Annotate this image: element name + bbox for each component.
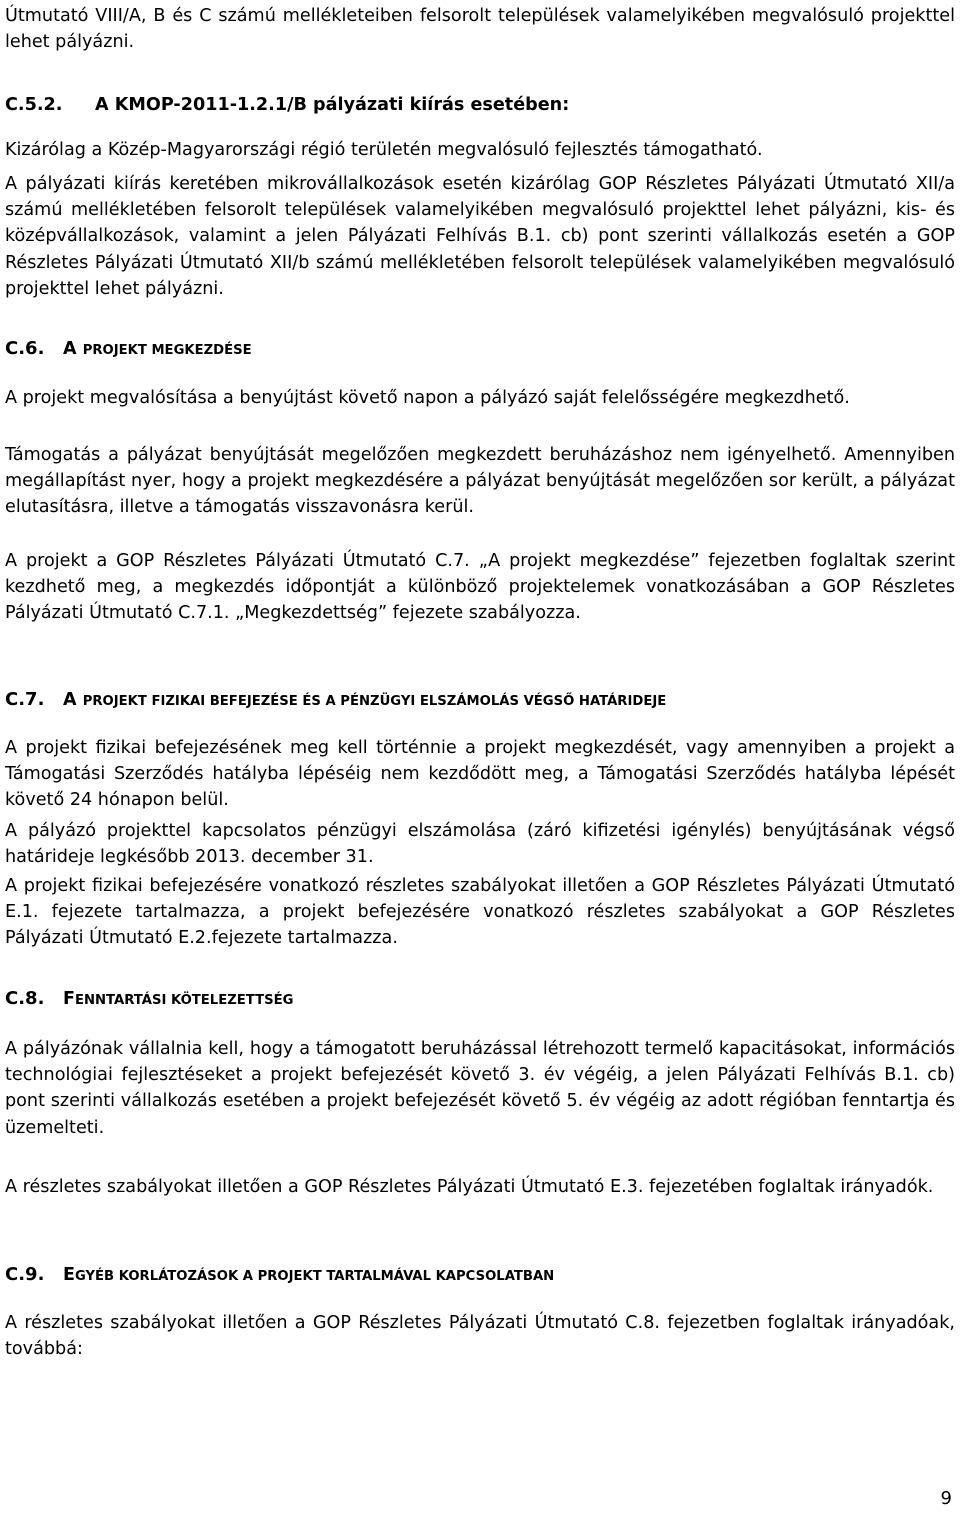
section-number: C.6. — [5, 338, 45, 359]
section-number: C.7. — [5, 689, 45, 710]
section-title-initial: A — [63, 339, 77, 359]
paragraph: A projekt a GOP Részletes Pályázati Útmutató C.7. „A projekt megkezdése” fejezetben foglaltak szerint kezdhető meg, a megkezdés időpontját a különböző projektelemek vonatkozásában a GOP Részletes Pályázati Útmutató C.7.1. „Megkezdettség” fejezete szabályozza. — [5, 551, 955, 624]
paragraph: A pályázónak vállalnia kell, hogy a támogatott beruházással létrehozott termelő kapacitásokat, információs technológiai fejlesztéseket a projekt befejezését követő 3. év végéig, a jelen Pályázati Felhívás B.1. cb) pont szerinti vállalkozás esetében a projekt befejezését követő 5. év végéig az adott régióban fenntartja és üzemelteti. — [5, 1039, 955, 1138]
paragraph: Támogatás a pályázat benyújtását megelőzően megkezdett beruházáshoz nem igényelhető. Amennyiben megállapítást nyer, hogy a projekt megkezdésére a pályázat benyújtását megelőzően sor került, a pályázat elutasításra, illetve a támogatás visszavonásra kerül. — [5, 445, 955, 518]
section-title-initial: A — [63, 690, 77, 710]
paragraph: Kizárólag a Közép-Magyarországi régió területén megvalósuló fejlesztés támogatható. — [5, 140, 763, 160]
section-title-initial: E — [63, 1265, 75, 1285]
subsection-title: A KMOP-2011-1.2.1/B pályázati kiírás esetében: — [95, 95, 570, 115]
section-heading — [5, 336, 955, 364]
subsection-heading — [5, 92, 955, 118]
section-heading — [5, 1262, 955, 1290]
section-number: C.8. — [5, 988, 45, 1009]
paragraph: A pályázati kiírás keretében mikrovállalkozások esetén kizárólag GOP Részletes Pályázati Útmutató XII/a számú mellékletében felsorolt települések valamelyikében megvalósuló projekttel lehet pályázni, kis- és középvállalkozások, valamint a jelen Pályázati Felhívás B.1. cb) pont szerinti vállalkozás esetén a GOP Részletes Pályázati Útmutató XII/b számú mellékletében felsorolt települések valamelyikében megvalósuló projekttel lehet pályázni. — [5, 174, 955, 299]
top-paragraph: Útmutató VIII/A, B és C számú mellékleteiben felsorolt települések valamelyikében megvalósuló projekttel lehet pályázni. — [5, 6, 955, 53]
section-title-initial: F — [63, 989, 75, 1009]
section-number: C.9. — [5, 1264, 45, 1285]
page-number: 9 — [940, 1488, 952, 1509]
paragraph: A projekt fizikai befejezésének meg kell történnie a projekt megkezdését, vagy amennyiben a projekt a Támogatási Szerződés hatályba lépéséig nem kezdődött meg, a Támogatási Szerződés hatályba lépését követő 24 hónapon belül. — [5, 738, 955, 811]
paragraph: A pályázó projekttel kapcsolatos pénzügyi elszámolása (záró kifizetési igénylés) benyújtásának végső határideje legkésőbb 2013. december 31. — [5, 821, 955, 868]
paragraph: A projekt fizikai befejezésére vonatkozó részletes szabályokat illetően a GOP Részletes Pályázati Útmutató E.1. fejezete tartalmazza, a projekt befejezésére vonatkozó részletes szabályokat a GOP Részletes Pályázati Útmutató E.2.fejezete tartalmazza. — [5, 876, 955, 949]
paragraph: A részletes szabályokat illetően a GOP Részletes Pályázati Útmutató E.3. fejezetében foglaltak irányadók. — [5, 1177, 934, 1197]
section-heading — [5, 687, 955, 715]
paragraph: A projekt megvalósítása a benyújtást követő napon a pályázó saját felelősségére megkezdhető. — [5, 388, 850, 408]
subsection-number: C.5.2. — [5, 95, 63, 115]
section-heading — [5, 986, 955, 1014]
section-title: GYÉB KORLÁTOZÁSOK A PROJEKT TARTALMÁVAL KAPCSOLATBAN — [74, 1269, 555, 1284]
section-title: ENNTARTÁSI KÖTELEZETTSÉG — [74, 993, 294, 1008]
paragraph: A részletes szabályokat illetően a GOP Részletes Pályázati Útmutató C.8. fejezetben foglaltak irányadóak, továbbá: — [5, 1313, 955, 1360]
section-title: PROJEKT FIZIKAI BEFEJEZÉSE ÉS A PÉNZÜGYI ELSZÁMOLÁS VÉGSŐ HATÁRIDEJE — [82, 694, 667, 709]
section-title: PROJEKT MEGKEZDÉSE — [82, 343, 252, 358]
